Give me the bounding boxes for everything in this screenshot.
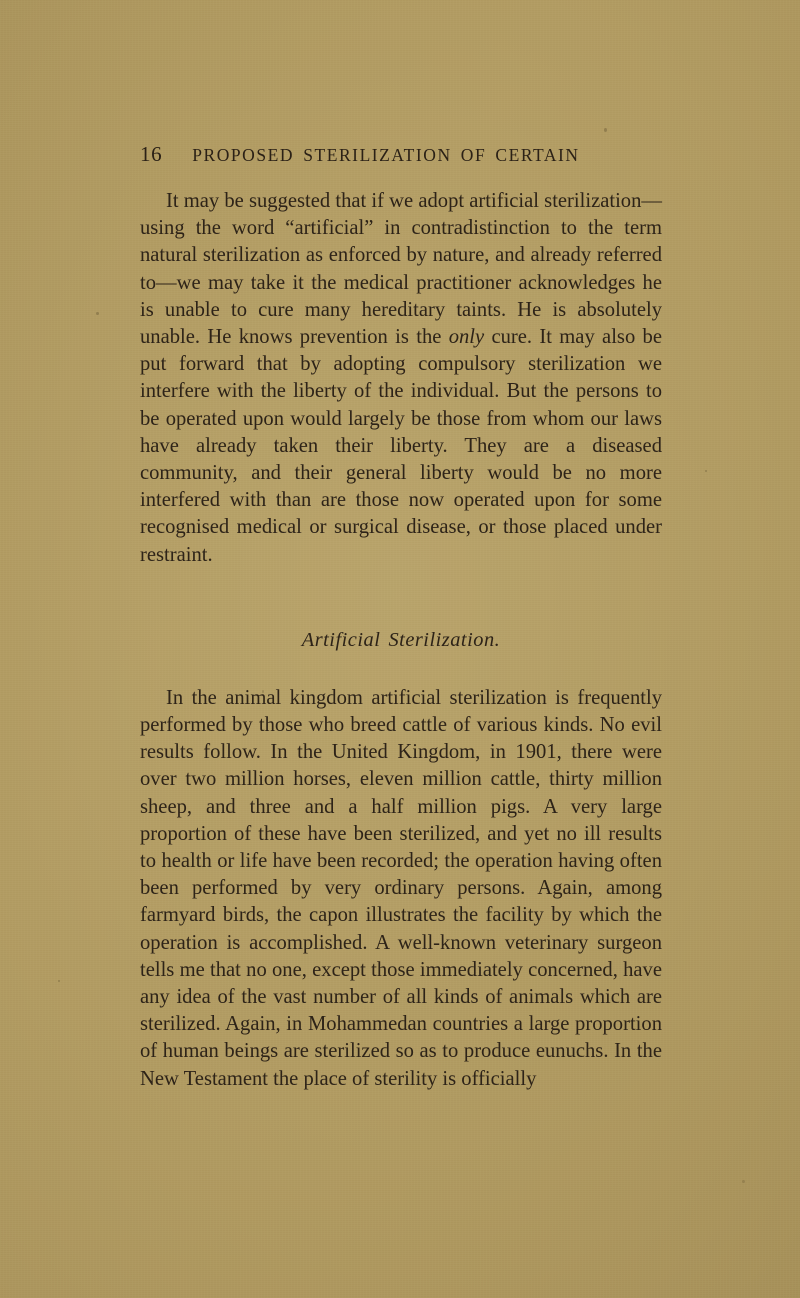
year-1901: 1901 [515,741,557,764]
paper-fleck [604,128,607,132]
spacer-before-heading [140,569,662,627]
emphasis-only: only [448,326,485,349]
paragraph-1-text-after-emphasis: cure. It may also be put forward that by adopting compulsory sterilization we interfere with the liberty of the individual. But the persons to be operated upon would largely be those from whom our laws have already taken their liberty. They are a diseased community, and their general liberty would be no more interfered with than are those now operated upon for some recognised medical or surgical disease, or those placed under restraint. [140,326,662,566]
page-number: 16 [140,142,163,166]
paper-fleck [58,980,60,982]
paragraph-2-text-after-year: , there were over two million horses, eleven million cattle, thirty million sheep, and three and a half million pigs. A very large proportion of these have been sterilized, and yet no ill results to health or life have been recorded; the operation having often been performed by very ordinary persons. Again, among farmyard birds, the capon illustrates the facility by which the operation is accomplished. A well-known veterinary surgeon tells me that no one, except those immediately concerned, have any idea of the vast number of all kinds of animals which are sterilized. Again, in Mohammedan countries a large proportion of human beings are sterilized so as to produce eunuchs. In the New Testament the place of sterility is officially [140,741,662,1090]
paper-fleck [96,312,99,315]
running-head [140,144,662,168]
running-head-title: PROPOSED STERILIZATION OF CERTAIN [192,145,580,165]
spacer-after-heading [140,654,662,685]
section-heading: Artificial Sterilization. [301,628,501,651]
paragraph-2-text-before-year: In the animal kingdom artificial sterilization is frequently performed by those who breed cattle of various kinds. No evil results follow. In the United Kingdom, in [140,686,662,764]
paper-fleck [705,470,707,472]
paragraph-1 [140,188,662,569]
paragraph-1-text-before-emphasis: It may be suggested that if we adopt artificial sterilization—using the word “artificial” in contradistinction to the term natural sterilization as enforced by nature, and already referred to—we may take it the medical practitioner acknowledges he is unable to cure many hereditary taints. He is absolutely unable. He knows prevention is the [140,190,662,349]
paper-fleck [742,1180,745,1183]
text-block [140,188,662,1093]
paragraph-2 [140,685,662,1093]
